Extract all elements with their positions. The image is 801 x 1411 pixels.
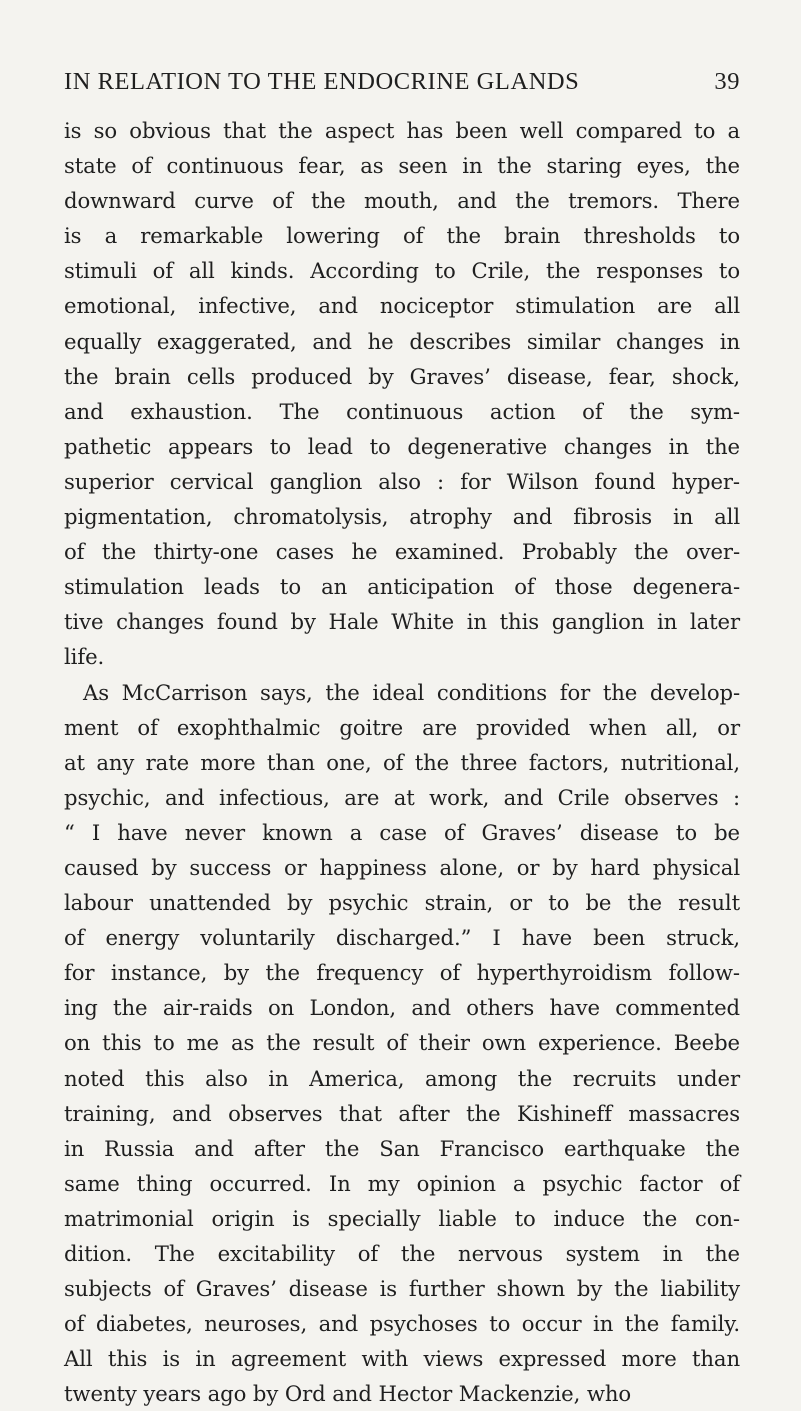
text-line: equally exaggerated, and he describes similar changes in (64, 328, 740, 354)
paragraph-end-line: life. (64, 644, 105, 670)
text-line: labour unattended by psychic strain, or to be the result (64, 890, 740, 916)
text-line: psychic, and infectious, are at work, and Crile observes : (64, 784, 740, 810)
text-line: noted this also in America, among the recruits under (64, 1065, 740, 1091)
text-line: of diabetes, neuroses, and psychoses to occur in the family. (64, 1311, 740, 1337)
text-line: matrimonial origin is specially liable to induce the con- (64, 1205, 740, 1231)
text-line: of the thirty-one cases he examined. Probably the over- (64, 539, 740, 565)
text-line: stimulation leads to an anticipation of those degenera- (64, 574, 740, 600)
text-line: caused by success or happiness alone, or by hard physical (64, 854, 740, 880)
text-line: All this is in agreement with views expressed more than (64, 1346, 740, 1372)
text-line: for instance, by the frequency of hyperthyroidism follow- (64, 960, 740, 986)
text-line: downward curve of the mouth, and the tremors. There (64, 188, 740, 214)
body-text (64, 113, 740, 1411)
running-title: IN RELATION TO THE ENDOCRINE GLANDS (64, 68, 580, 95)
text-line: the brain cells produced by Graves’ disease, fear, shock, (64, 363, 740, 389)
text-line: in Russia and after the San Francisco earthquake the (64, 1135, 740, 1161)
text-line: tive changes found by Hale White in this ganglion in later (64, 609, 740, 635)
text-line: pathetic appears to lead to degenerative changes in the (64, 433, 740, 459)
text-line: and exhaustion. The continuous action of the sym- (64, 398, 740, 424)
text-line: is a remarkable lowering of the brain thresholds to (64, 223, 740, 249)
text-line: state of continuous fear, as seen in the staring eyes, the (64, 153, 740, 179)
paragraph-first-line: As McCarrison says, the ideal conditions for the develop- (83, 679, 740, 705)
text-line: ing the air-raids on London, and others have commented (64, 995, 740, 1021)
running-head (64, 62, 740, 102)
text-line: ment of exophthalmic goitre are provided when all, or (64, 714, 740, 740)
text-line: stimuli of all kinds. According to Crile, the responses to (64, 258, 740, 284)
text-line: superior cervical ganglion also : for Wilson found hyper- (64, 468, 740, 494)
text-line: training, and observes that after the Kishineff massacres (64, 1100, 740, 1126)
text-line: of energy voluntarily discharged.” I have been struck, (64, 925, 740, 951)
text-line: pigmentation, chromatolysis, atrophy and fibrosis in all (64, 504, 740, 530)
text-line: at any rate more than one, of the three factors, nutritional, (64, 749, 740, 775)
text-line: same thing occurred. In my opinion a psychic factor of (64, 1170, 740, 1196)
text-line: subjects of Graves’ disease is further shown by the liability (64, 1276, 740, 1302)
text-line: on this to me as the result of their own experience. Beebe (64, 1030, 740, 1056)
text-line: is so obvious that the aspect has been well compared to a (64, 118, 740, 143)
quotation-line: “ I have never known a case of Graves’ disease to be (64, 819, 740, 845)
page-number: 39 (714, 68, 740, 95)
text-line: dition. The excitability of the nervous system in the (64, 1241, 740, 1266)
text-line: twenty years ago by Ord and Hector Mackenzie, who (64, 1381, 632, 1407)
text-line: emotional, infective, and nociceptor stimulation are all (64, 293, 740, 319)
